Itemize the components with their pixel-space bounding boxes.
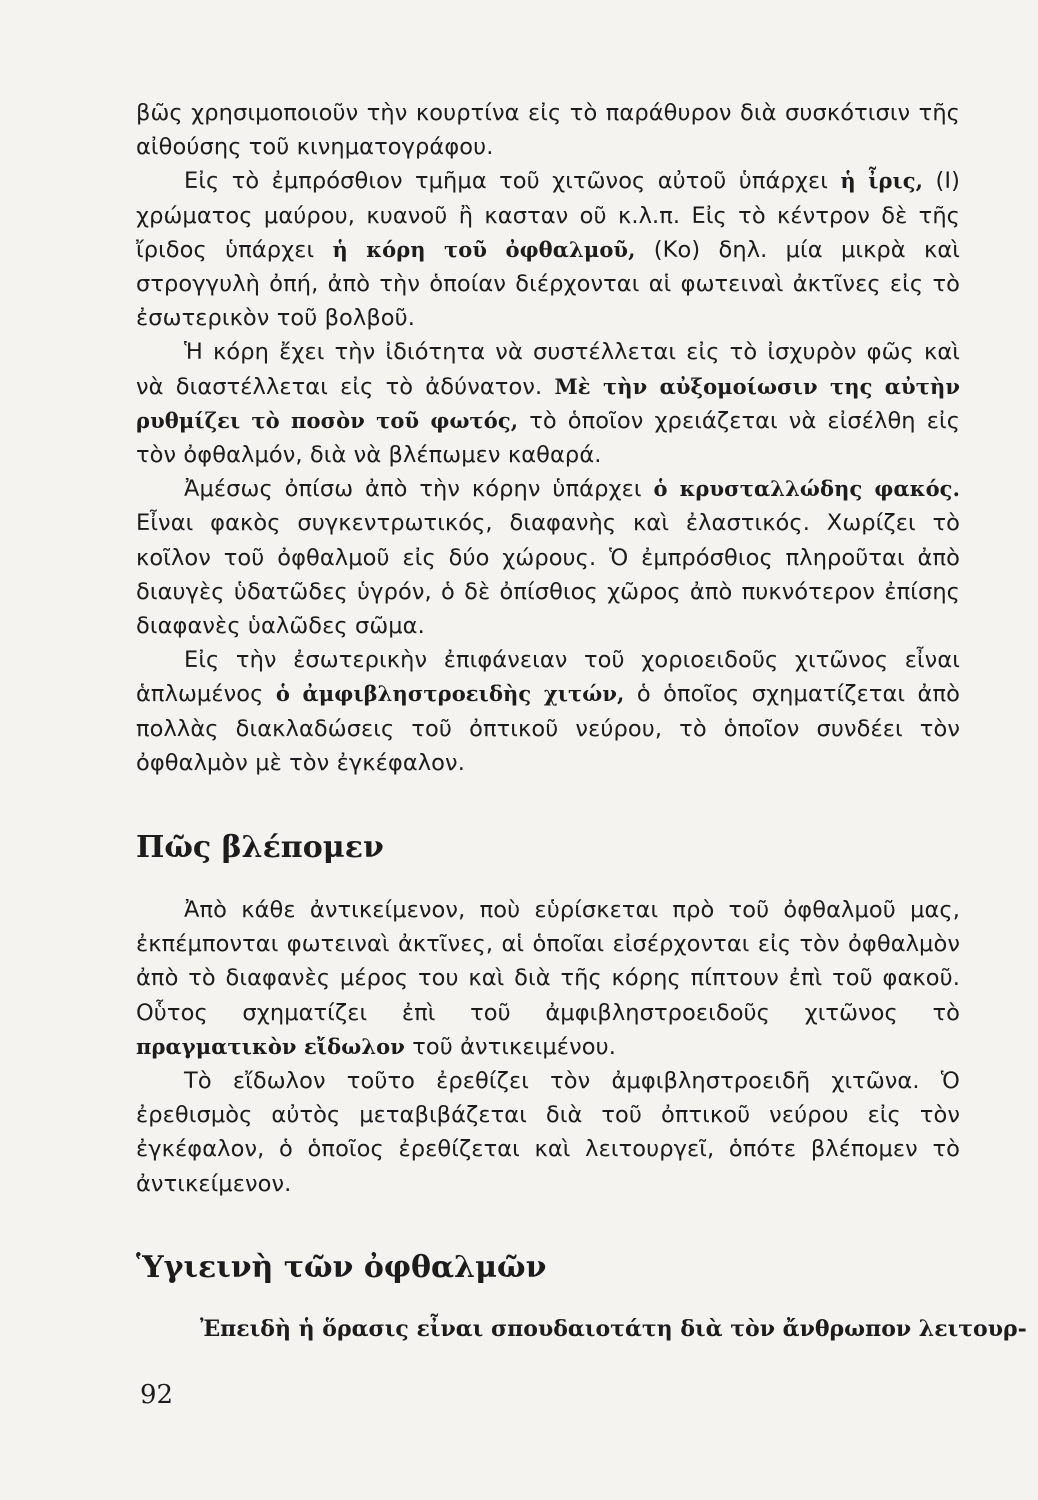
term-light-regulation: Μὲ τὴν αὐξομοίωσιν της αὐτὴν ρυθμίζει τὸ ποσὸν τοῦ φωτός, <box>136 373 960 433</box>
section-eye-anatomy <box>136 96 960 780</box>
paragraph-image-formation: Ἀπὸ κάθε ἀντικείμενον, ποὺ εὑρίσκεται πρὸ τοῦ ὀφθαλμοῦ μας, ἐκπέμπονται φωτειναὶ ἀκτῖνες, αἱ ὁποῖαι εἰσέρχονται εἰς τὸν ὀφθαλμὸν ἀπὸ τὸ διαφανὲς μέρος του καὶ διὰ τῆς κόρης πίπτουν ἐπὶ τοῦ φακοῦ. Οὗτος σχηματίζει ἐπὶ τοῦ ἀμφιβληστροειδοῦς χιτῶνος τὸ πραγματικὸν εἴδωλον τοῦ ἀντικειμένου. <box>136 897 960 1060</box>
paragraph-lens: Ἀμέσως ὀπίσω ἀπὸ τὴν κόρην ὑπάρχει ὁ κρυσταλλώδης φακός. Εἶναι φακὸς συγκεντρωτικός, διαφανὴς καὶ ἐλαστικός. Χωρίζει τὸ κοῖλον τοῦ ὀφθαλμοῦ εἰς δύο χώρους. Ὁ ἐμπρόσθιος πληροῦται ἀπὸ διαυγὲς ὑδατῶδες ὑγρόν, ὁ δὲ ὀπίσθιος χῶρος ἀπὸ πυκνότερον ἐπίσης διαφανὲς ὑαλῶδες σῶμα. <box>136 476 960 640</box>
paragraph-iris: Εἰς τὸ ἐμπρόσθιον τμῆμα τοῦ χιτῶνος αὐτοῦ ὑπάρχει ἡ ἶρις, (Ι) χρώματος μαύρου, κυανοῦ ἢ κασταν οῦ κ.λ.π. Εἰς τὸ κέντρον δὲ τῆς ἴριδος ὑπάρχει ἡ κόρη τοῦ ὀφθαλμοῦ, (Κο) δηλ. μία μικρὰ καὶ στρογγυλὴ ὀπή, ἀπὸ τὴν ὁποίαν διέρχονται αἱ φωτειναὶ ἀκτῖνες εἰς τὸ ἐσωτερικὸν τοῦ βολβοῦ. <box>136 168 960 332</box>
term-real-image: πραγματικὸν εἴδωλον <box>136 1033 405 1059</box>
paragraph-eye-hygiene-start: Ἐπειδὴ ἡ ὅρασις εἶναι σπουδαιοτάτη διὰ τὸν ἄνθρωπον λειτουρ- <box>200 1316 1027 1342</box>
paragraph-pupil: Ἡ κόρη ἔχει τὴν ἰδιότητα νὰ συστέλλεται εἰς τὸ ἰσχυρὸν φῶς καὶ νὰ διαστέλλεται εἰς τὸ ἀδύνατον. Μὲ τὴν αὐξομοίωσιν της αὐτὴν ρυθμίζει τὸ ποσὸν τοῦ φωτός, τὸ ὁποῖον χρειάζεται νὰ εἰσέλθη εἰς τὸν ὀφθαλμόν, διὰ νὰ βλέπωμεν καθαρά. <box>136 339 960 469</box>
section-how-we-see <box>136 893 960 1201</box>
page-number: 92 <box>140 1380 174 1410</box>
term-retina: ὁ ἀμφιβληστροειδὴς χιτών, <box>275 681 625 707</box>
paragraph-retina: Εἰς τὴν ἐσωτερικὴν ἐπιφάνειαν τοῦ χοριοειδοῦς χιτῶνος εἶναι ἁπλωμένος ὁ ἀμφιβληστροειδὴς χιτών, ὁ ὁποῖος σχηματίζεται ἀπὸ πολλὰς διακλαδώσεις τοῦ ὀπτικοῦ νεύρου, τὸ ὁποῖον συνδέει τὸν ὀφθαλμὸν μὲ τὸν ἐγκέφαλον. <box>136 647 960 776</box>
term-pupil: ἡ κόρη τοῦ ὀφθαλμοῦ, <box>332 236 636 262</box>
heading-how-we-see: Πῶς βλέπομεν <box>136 830 384 865</box>
paragraph-perception: Τὸ εἴδωλον τοῦτο ἐρεθίζει τὸν ἀμφιβληστροειδῆ χιτῶνα. Ὁ ἐρεθισμὸς αὐτὸς μεταβιβάζεται διὰ τοῦ ὀπτικοῦ νεύρου εἰς τὸν ἐγκέφαλον, ὁ ὁποῖος ἐρεθίζεται καὶ λειτουργεῖ, ὁπότε βλέπομεν τὸ ἀντικείμενον. <box>136 1068 960 1197</box>
heading-eye-hygiene: Ὑγιεινὴ τῶν ὀφθαλμῶν <box>136 1250 547 1285</box>
term-lens: ὁ κρυσταλλώδης φακός. <box>653 476 960 502</box>
term-iris: ἡ ἶρις, <box>840 168 924 194</box>
paragraph-continued: βῶς χρησιμοποιοῦν τὴν κουρτίνα εἰς τὸ παράθυρον διὰ συσκότισιν τῆς αἰθούσης τοῦ κινηματογράφου. <box>136 100 960 161</box>
